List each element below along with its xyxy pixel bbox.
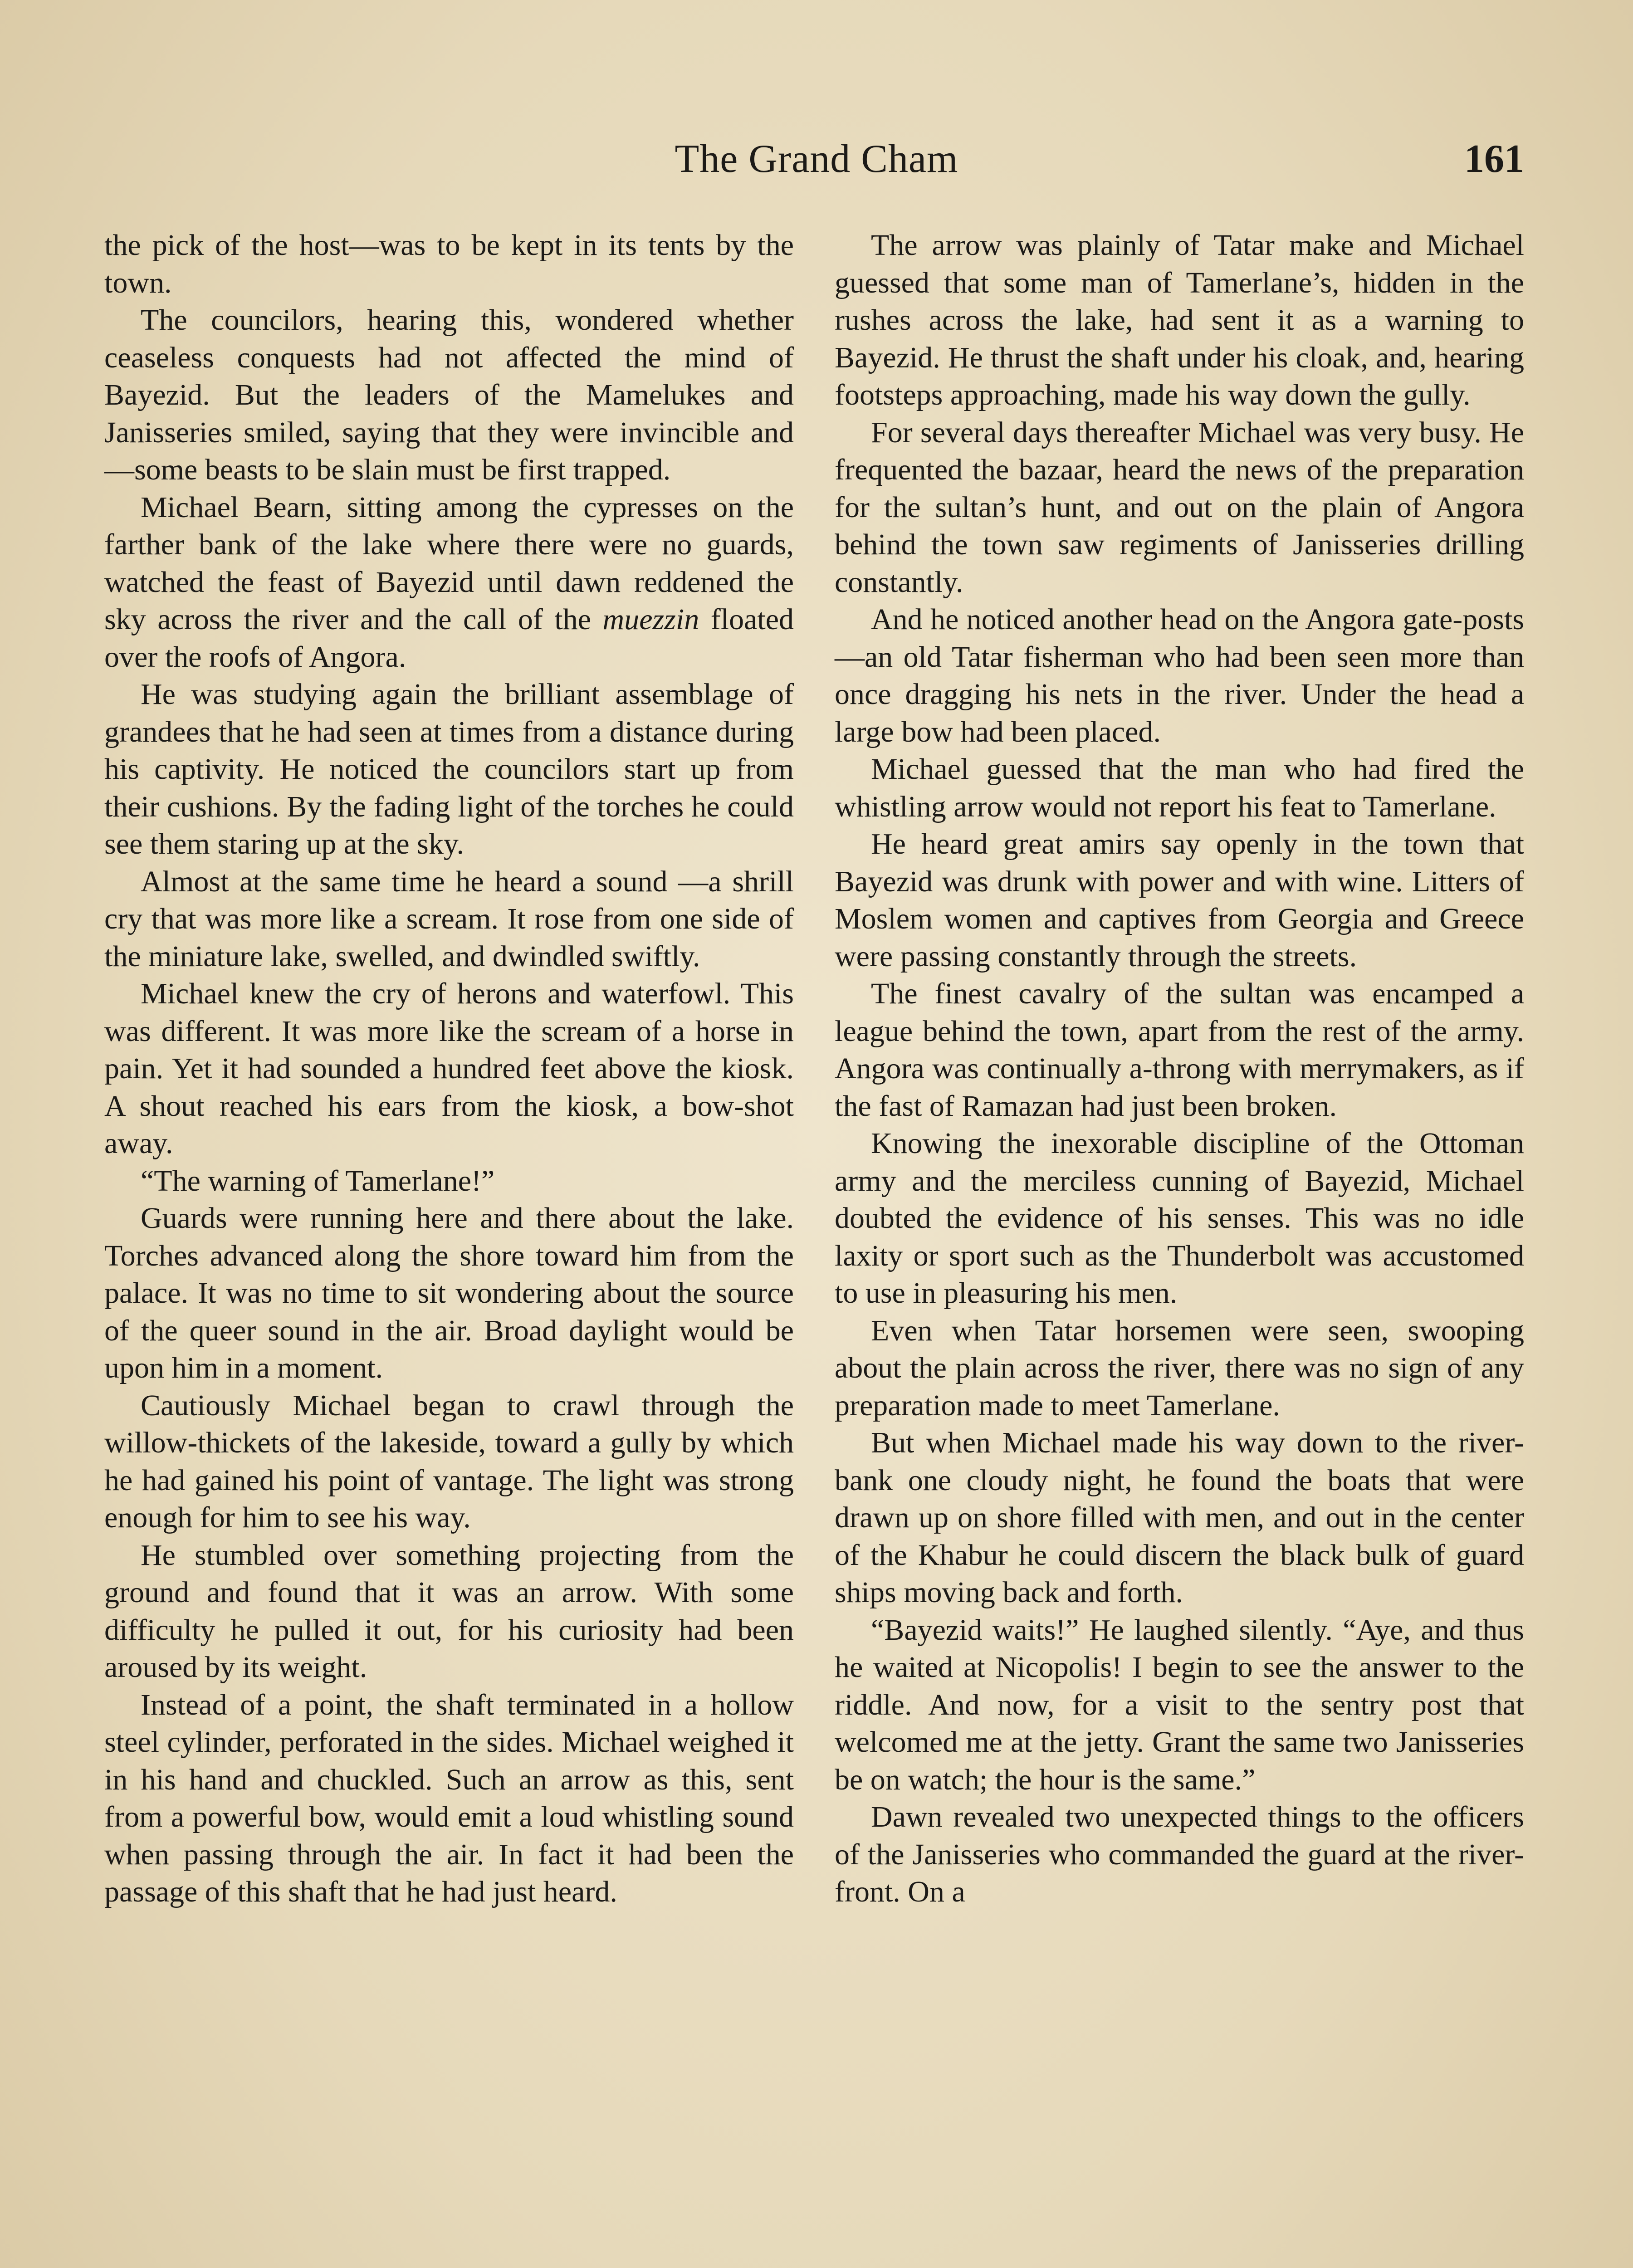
paragraph: “Bayezid waits!” He laughed silently. “Aye, and thus he waited at Nicopolis! I begin to see the answer to the riddle. And now, for a visit to the sentry post that welcomed me at the jetty. Grant the same two Janisseries be on watch; the hour is the same.” xyxy=(835,1613,1524,1796)
paragraph: Dawn revealed two unexpected things to the officers of the Janisseries who commanded the guard at the river-front. On a xyxy=(835,1800,1524,1908)
running-head: The Grand Cham xyxy=(675,137,958,181)
right-column xyxy=(835,227,1524,1911)
paragraph: Knowing the inexorable discipline of the Ottoman army and the merciless cunning of Bayezid, Michael doubted the evidence of his senses. This was no idle laxity or sport such as the Thunderbolt was accustomed to use in pleasuring his men. xyxy=(835,1127,1524,1310)
paragraph: And he noticed another head on the Angora gate-posts—an old Tatar fisherman who had been seen more than once dragging his nets in the river. Under the head a large bow had been placed. xyxy=(835,603,1524,748)
paragraph xyxy=(104,489,794,676)
italic-word: muezzin xyxy=(602,603,699,636)
paragraph: But when Michael made his way down to the river-bank one cloudy night, he found the boats that were drawn up on shore filled with men, and out in the center of the Khabur he could discern the black bulk of guard ships moving back and forth. xyxy=(835,1426,1524,1609)
page-header xyxy=(104,132,1529,195)
paragraph: Michael guessed that the man who had fired the whistling arrow would not report his feat to Tamerlane. xyxy=(835,753,1524,823)
paragraph: the pick of the host—was to be kept in its tents by the town. xyxy=(104,229,794,299)
paragraph: Even when Tatar horsemen were seen, swooping about the plain across the river, there was no sign of any preparation made to meet Tamerlane. xyxy=(835,1314,1524,1422)
paragraph: Almost at the same time he heard a sound —a shrill cry that was more like a scream. It rose from one side of the miniature lake, swelled, and dwindled swiftly. xyxy=(104,865,794,973)
paragraph: The arrow was plainly of Tatar make and Michael guessed that some man of Tamerlane’s, hidden in the rushes across the lake, had sent it as a warning to Bayezid. He thrust the shaft under his cloak, and, hearing footsteps approaching, made his way down the gully. xyxy=(835,229,1524,411)
paragraph: He was studying again the brilliant assemblage of grandees that he had seen at times from a distance during his captivity. He noticed the councilors start up from their cushions. By the fading light of the torches he could see them staring up at the sky. xyxy=(104,678,794,860)
paragraph-text: floated over the roofs of Angora. xyxy=(104,603,794,674)
paragraph: For several days thereafter Michael was very busy. He frequented the bazaar, heard the news of the preparation for the sultan’s hunt, and out on the plain of Angora behind the town saw regiments of Janisseries drilling constantly. xyxy=(835,415,1524,599)
paragraph: He stumbled over something projecting from the ground and found that it was an arrow. With some difficulty he pulled it out, for his curiosity had been aroused by its weight. xyxy=(104,1538,794,1684)
paragraph: The finest cavalry of the sultan was encamped a league behind the town, apart from the rest of the army. Angora was continually a-throng with merrymakers, as if the fast of Ramazan had just been broken. xyxy=(835,977,1524,1123)
paragraph-text: Michael Bearn, sitting among the cypresses on the farther bank of the lake where there were no guards, watched the feast of Bayezid until dawn reddened the sky across the river and the call of the xyxy=(104,490,794,636)
page-number: 161 xyxy=(1464,137,1524,181)
paragraph: The councilors, hearing this, wondered whether ceaseless conquests had not affected the mind of Bayezid. But the leaders of the Mamelukes and Janisseries smiled, saying that they were invincible and—some beasts to be slain must be first trapped. xyxy=(104,303,794,486)
left-column xyxy=(104,227,794,1911)
paragraph: Instead of a point, the shaft terminated in a hollow steel cylinder, perforated in the sides. Michael weighed it in his hand and chuckled. Such an arrow as this, sent from a powerful bow, would emit a loud whistling sound when passing through the air. In fact it had been the passage of this shaft that he had just heard. xyxy=(104,1688,794,1908)
paragraph: Cautiously Michael began to crawl through the willow-thickets of the lakeside, toward a gully by which he had gained his point of vantage. The light was strong enough for him to see his way. xyxy=(104,1388,794,1534)
paragraph: Guards were running here and there about the lake. Torches advanced along the shore toward him from the palace. It was no time to sit wondering about the source of the queer sound in the air. Broad daylight would be upon him in a moment. xyxy=(104,1202,794,1384)
paragraph: He heard great amirs say openly in the town that Bayezid was drunk with power and with wine. Litters of Moslem women and captives from Georgia and Greece were passing constantly through the streets. xyxy=(835,827,1524,973)
paragraph: “The warning of Tamerlane!” xyxy=(141,1164,495,1198)
paragraph: Michael knew the cry of herons and waterfowl. This was different. It was more like the scream of a horse in pain. Yet it had sounded a hundred feet above the kiosk. A shout reached his ears from the kiosk, a bow-shot away. xyxy=(104,977,794,1160)
